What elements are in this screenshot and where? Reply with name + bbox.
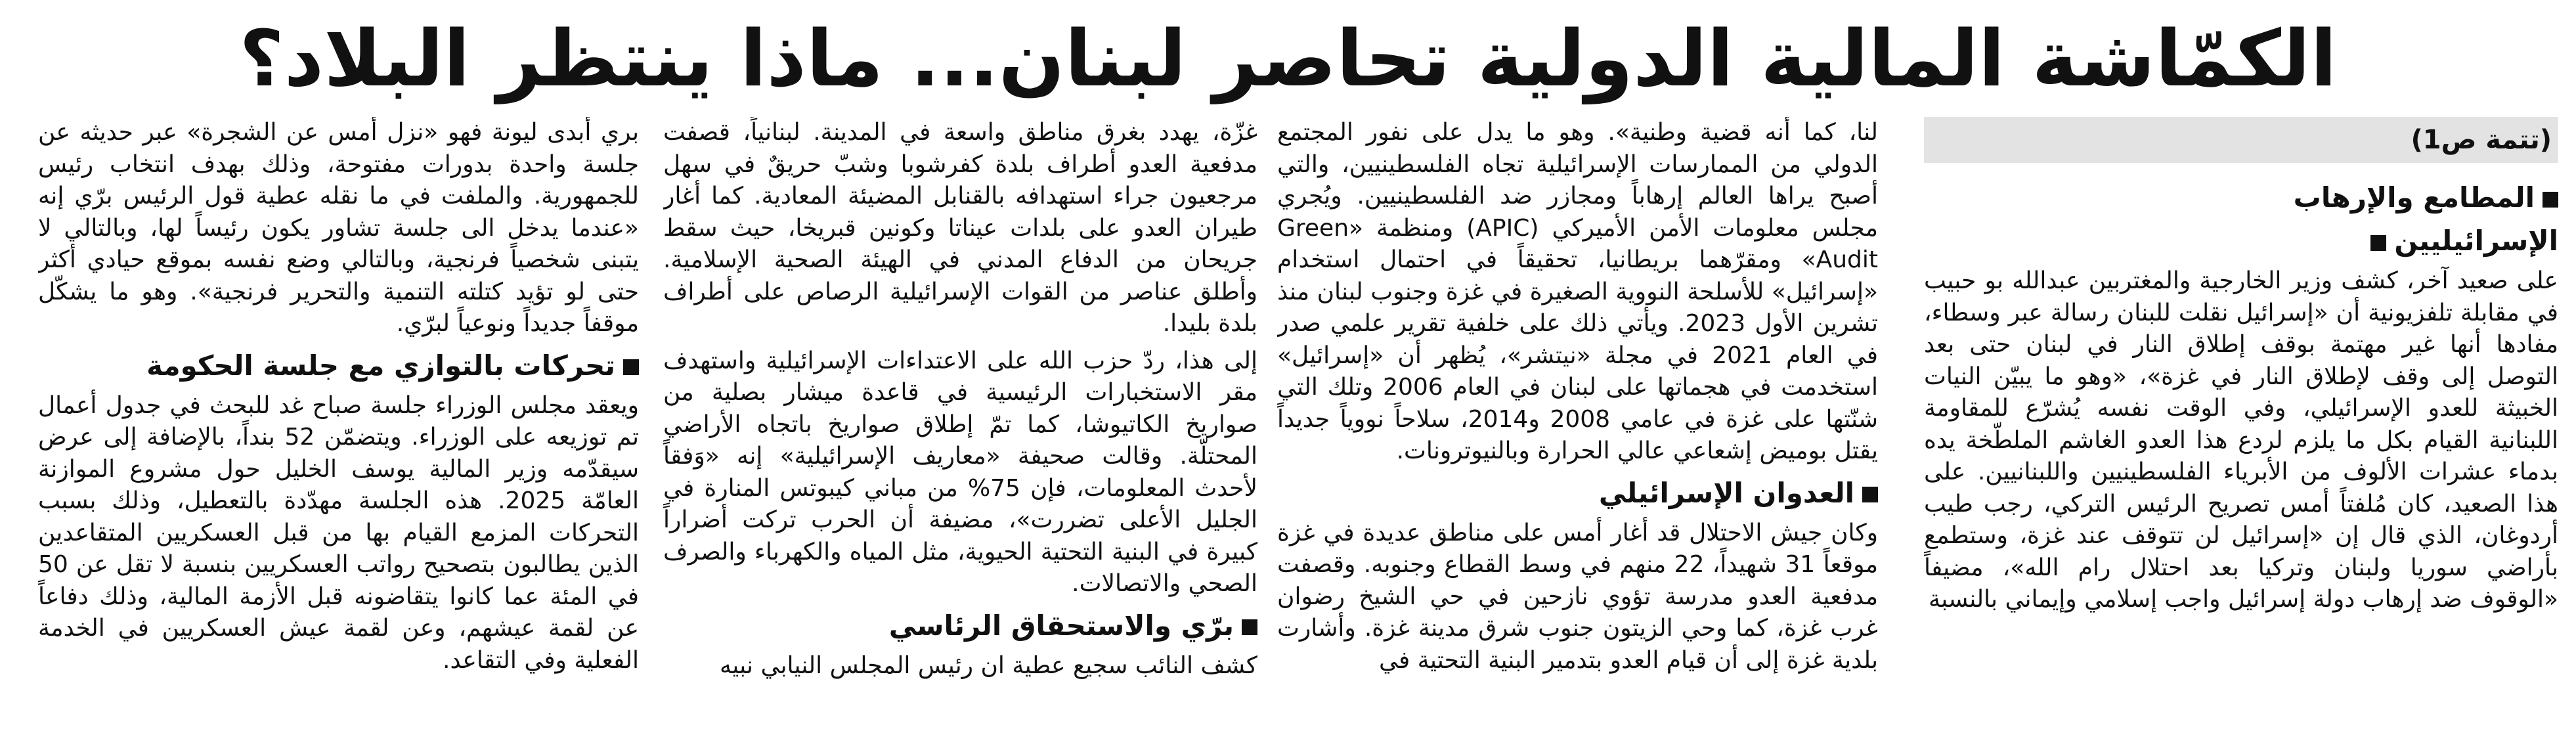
subhead-ambitions [1924,180,2558,215]
column-1 [1924,117,2558,747]
subhead-presidential [663,608,1257,644]
continuation-label: (تتمة ص1) [1924,117,2558,163]
square-bullet-icon [623,359,639,375]
subhead-government [38,348,639,384]
subhead-aggression [1277,476,1878,511]
column-3 [663,117,1257,747]
paragraph: كشف النائب سجيع عطية ان رئيس المجلس النيابي نبيه [719,652,1257,679]
subhead-text: العدوان الإسرائيلي [1598,476,1854,509]
square-bullet-icon [1242,619,1257,635]
column-2 [1277,117,1878,747]
headline: الكمّاشة المالية الدولية تحاصر لبنان... ماذا ينتظر البلاد؟ [239,13,2337,104]
subhead-text: تحركات بالتوازي مع جلسة الحكومة [146,349,615,382]
subhead-text: الإسرائيليين [2394,225,2558,257]
subhead-text: المطامع والإرهاب [2293,181,2535,213]
column-4 [38,117,639,747]
paragraph: ويعقد مجلس الوزراء جلسة صباح غد للبحث في جدول أعمال تم توزيعه على الوزراء. ويتضمّن 52 بنداً، بالإضافة إلى عرض سيقدّمه وزير المالية يوسف الخليل حول مشروع الموازنة العامّة 2025. هذه الجلسة مهدّدة بالتعطيل، وذلك بسبب التحركات المزمع القيام بها من قبل العسكريين المتقاعدين الذين يطالبون بتصحيح رواتب العسكريين بنسبة لا تقل عن 50 في المئة عما كانوا يتقاضونه قبل الأزمة المالية، وذلك دفاعاً عن لقمة عيشهم، وعن لقمة عيش العسكريين في الخدمة الفعلية وفي التقاعد. [38,391,639,674]
paragraph: على صعيد آخر، كشف وزير الخارجية والمغتربين عبدالله بو حبيب في مقابلة تلفزيونية أن «إسرائيل نقلت للبنان رسالة عبر وسطاء، مفادها أنها غير مهتمة بوقف إطلاق النار في لبنان حتى بعد التوصل إلى وقف لإطلاق النار في غزة»، «وهو ما يبيّن النيات الخبيثة للعدو الإسرائيلي، وفي الوقت نفسه يُشرّع للمقاومة اللبنانية القيام بكل ما يلزم لردع هذا العدو الغاشم الملطّخة يده بدماء عشرات الألوف من الأبرياء الفلسطينيين واللبنانيين. على هذا الصعيد، كان مُلفتاً أمس تصريح الرئيس التركي، رجب طيب أردوغان، الذي قال إن «إسرائيل لن تتوقف عند غزة، وستطمع بأراضي سوريا ولبنان وتركيا بعد احتلال رام الله»، مضيفاً «الوقوف ضد إرهاب دولة إسرائيل واجب إسلامي وإيماني بالنسبة [1924,267,2558,613]
square-bullet-icon [1862,487,1878,502]
paragraph: لنا، كما أنه قضية وطنية». وهو ما يدل على نفور المجتمع الدولي من الممارسات الإسرائيلية تجاه الفلسطينيين، والتي أصبح يراها العالم إرهاباً ومجازر ضد الفلسطينيين. ويُجري مجلس معلومات الأمن الأميركي (APIC) ومنظمة «Green Audit» ومقرّهما بريطانيا، تحقيقاً في احتمال استخدام «إسرائيل» للأسلحة النووية الصغيرة في غزة وجنوب لبنان منذ تشرين الأول 2023. ويأتي ذلك على خلفية تقرير علمي صدر في العام 2021 في مجلة «نيتشر»، يُظهر أن «إسرائيل» استخدمت في هجماتها على لبنان في العام 2006 وتلك التي شنّتها على غزة في عامي 2008 و2014، سلاحاً نووياً جديداً يقتل بوميض إشعاعي عالي الحرارة وبالنيوترونات. [1277,119,1878,464]
paragraph: وكان جيش الاحتلال قد أغار أمس على مناطق عديدة في غزة موقعاً 31 شهيداً، 22 منهم في وسط القطاع وجنوبه. وقصفت مدفعية العدو مدرسة تؤوي نازحين في حي الشيخ رضوان غرب غزة، كما وحي الزيتون جنوب شرق مدينة غزة. وأشارت بلدية غزة إلى أن قيام العدو بتدمير البنية التحتية في [1277,519,1878,674]
square-bullet-icon [2543,192,2558,208]
subhead-text: برّي والاستحقاق الرئاسي [888,609,1234,642]
paragraph: غزّة، يهدد بغرق مناطق واسعة في المدينة. لبنانياً، قصفت مدفعية العدو أطراف بلدة كفرشوبا وشبّ حريقٌ في سهل مرجعيون جراء استهدافه بالقنابل المضيئة المعادية. كما أغار طيران العدو على بلدات عيناتا وكونين قبريخا، حيث سقط جريحان من الدفاع المدني في الهيئة الصحية الإسلامية. وأطلق عناصر من القوات الإسرائيلية الرصاص على أطراف بلدة بليدا. [663,119,1257,337]
square-bullet-icon [2370,235,2386,251]
subhead-ambitions-line2 [1924,223,2558,259]
paragraph: إلى هذا، ردّ حزب الله على الاعتداءات الإسرائيلية واستهدف مقر الاستخبارات الرئيسية في قاعدة ميشار بصلية من صواريخ الكاتيوشا، كما تمّ إطلاق صواريخ باتجاه الأراضي المحتلّة. وقالت صحيفة «معاريف الإسرائيلية» إنه «وَفقاً لأحدث المعلومات، فإن 75% من مباني كيبوتس المنارة في الجليل الأعلى تضررت»، مضيفة أن الحرب تركت أضراراً كبيرة في البنية التحتية الحيوية، مثل المياه والكهرباء والصرف الصحي والاتصالات. [663,347,1257,597]
paragraph: بري أبدى ليونة فهو «نزل أمس عن الشجرة» عبر حديثه عن جلسة واحدة بدورات مفتوحة، وذلك بهدف انتخاب رئيس للجمهورية. والملفت في ما نقله عطية قول الرئيس برّي إنه «عندما يدخل الى جلسة تشاور يكون رئيساً لها، وبالتالي لا يتبنى شخصياً فرنجية، وبالتالي وضع نفسه بموقع حيادي أكثر حتى لو تؤيد كتلته التنمية والتحرير فرنجية». وهو ما يشكّل موقفاً جديداً ونوعياً لبرّي. [38,119,639,337]
